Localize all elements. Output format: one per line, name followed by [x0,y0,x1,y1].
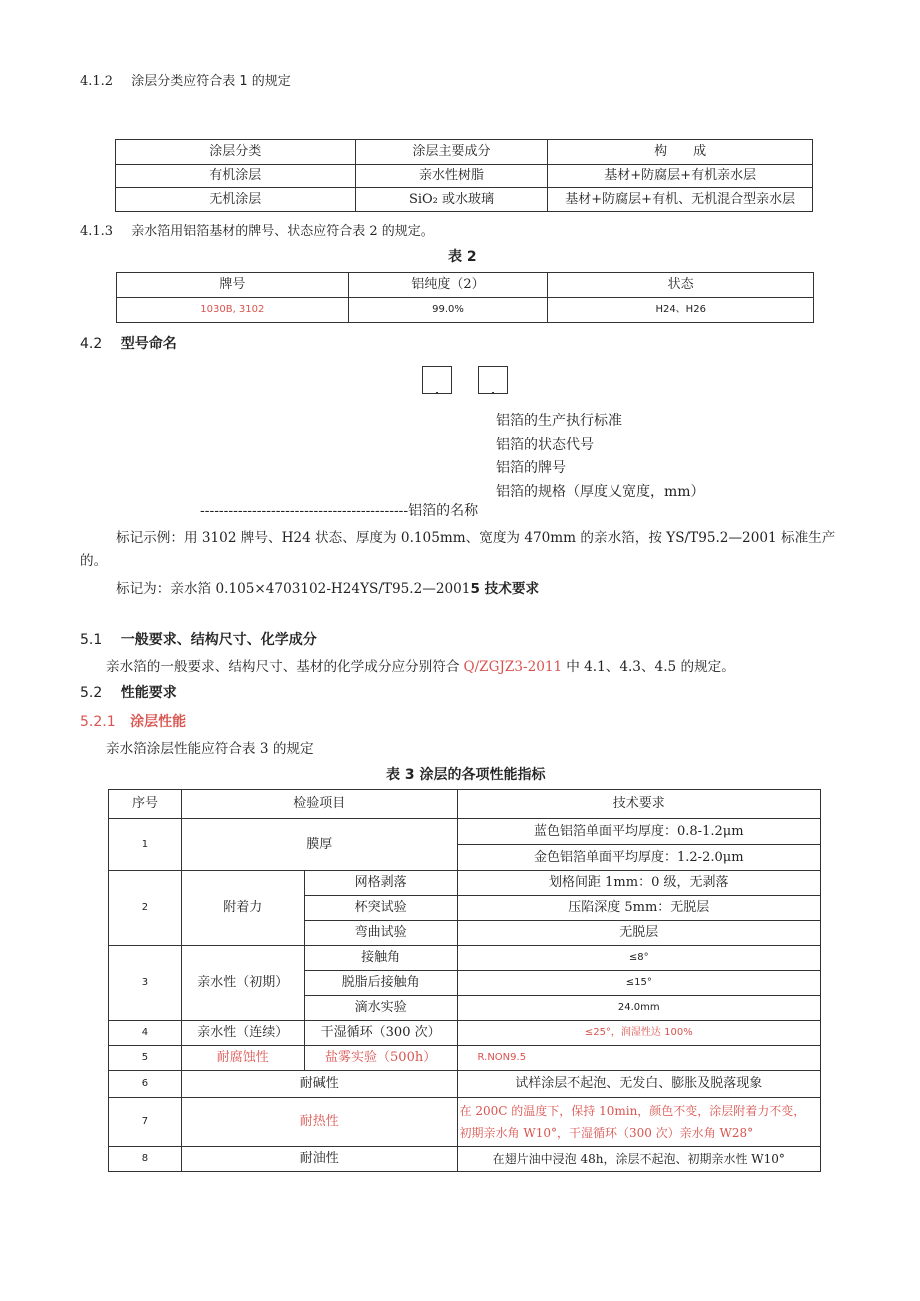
table-row [109,1046,821,1071]
requirement-line: 初期亲水角 W10°，干湿循环（300 次）亲水角 W28° [459,1126,754,1140]
naming-legend [496,410,705,504]
table-header-cell: 构 成 [548,140,813,165]
section-number: 5.1 [80,632,103,648]
section-5-2-1 [80,711,186,731]
table-header-cell: 涂层主要成分 [355,140,548,165]
table-2-title: 表 2 [448,249,477,265]
naming-item: 铝箔的名称 [408,503,479,519]
sub-item: 杯突试验 [304,896,457,921]
table-header-cell: 铝纯度（2） [348,273,548,298]
sub-item: 弯曲试验 [304,921,457,946]
naming-item: 铝箔的生产执行标准 [496,413,622,429]
requirement: 试样涂层不起泡、无发白、膨胀及脱落现象 [457,1071,820,1098]
section-number: 4.1.2 [80,74,114,89]
table-row [109,1098,821,1147]
table-header-cell: 涂层分类 [116,140,356,165]
table-row [116,165,813,188]
table-cell: 99.0% [348,298,548,323]
row-number: 1 [109,819,182,871]
row-number: 6 [109,1071,182,1098]
table-cell: 无机涂层 [116,188,356,212]
test-item: 耐碱性 [181,1071,457,1098]
table-header-cell: 状态 [548,273,814,298]
row-number: 5 [109,1046,182,1071]
table-row [109,1021,821,1046]
test-item: 耐热性 [181,1098,457,1147]
table-cell: H24、H26 [548,298,814,323]
section-title: 一般要求、结构尺寸、化学成分 [120,632,317,648]
table-row [109,946,821,971]
sub-item: 脱脂后接触角 [304,971,457,996]
section-text: 亲水箔涂层性能应符合表 3 的规定 [106,741,314,757]
section-number: 5.2 [80,685,103,701]
table-1 [115,139,813,212]
section-title: 型号命名 [120,336,177,352]
test-item: 附着力 [181,871,304,946]
section-text: 亲水箔用铝箔基材的牌号、状态应符合表 2 的规定。 [131,224,434,239]
table-row [117,298,814,323]
sub-item: 干湿循环（300 次） [304,1021,457,1046]
requirement-line: 在 200C 的温度下，保持 10min，颜色不变，涂层附着力不变， [459,1104,806,1118]
table-row [116,188,813,212]
table-row [109,1071,821,1098]
table-header-row [117,273,814,298]
table-cell: SiO₂ 或水玻璃 [355,188,548,212]
test-item: 膜厚 [181,819,457,871]
requirement: 蓝色铝箔单面平均厚度：0.8-1.2μm [457,819,820,845]
requirement: 在翅片油中浸泡 48h，涂层不起泡、初期亲水性 W10° [457,1147,820,1172]
code-placeholder-box [478,366,508,394]
table-row [109,819,821,845]
requirement: 划格间距 1mm：0 级，无剥落 [457,871,820,896]
requirement: 无脱层 [457,921,820,946]
section-number: 4.1.3 [80,224,114,239]
section-title: 性能要求 [120,685,177,701]
section-5-1 [80,629,317,649]
table-cell: 有机涂层 [116,165,356,188]
requirement: ≤25°，润湿性达 100% [457,1021,820,1046]
table-2 [116,272,814,323]
table-cell: 基材+防腐层+有机亲水层 [548,165,813,188]
sub-item: 盐雾实验（500h） [304,1046,457,1071]
requirement: 金色铝箔单面平均厚度：1.2-2.0μm [457,845,820,871]
text-part: 亲水箔的一般要求、结构尺寸、基材的化学成分应分别符合 [106,659,460,675]
row-number: 4 [109,1021,182,1046]
section-4-1-3 [80,220,434,239]
requirement: ≤8° [457,946,820,971]
naming-name-line [200,500,478,520]
mark-text: 标记为：亲水箔 0.105×4703102-H24YS/T95.2—2001 [116,581,471,597]
table-header-row [116,140,813,165]
example-line: 的。 [80,553,108,569]
test-item: 亲水性（初期） [181,946,304,1021]
table-row [109,871,821,896]
dash-leader: -------------------------------------------- [200,503,409,519]
requirement: 压陷深度 5mm：无脱层 [457,896,820,921]
chapter-title: 5 技术要求 [470,581,540,597]
requirement: R.NON9.5 [457,1046,820,1071]
section-number: 4.2 [80,336,103,352]
naming-item: 铝箔的牌号 [496,460,566,476]
code-placeholder-box [422,366,452,394]
section-title: 涂层分类应符合表 1 的规定 [131,74,291,89]
sub-item: 接触角 [304,946,457,971]
table-row [109,1147,821,1172]
test-item: 耐油性 [181,1147,457,1172]
section-4-2 [80,333,177,353]
section-title: 涂层性能 [130,714,187,730]
section-5-2 [80,682,177,702]
naming-item: 铝箔的状态代号 [496,436,594,453]
sub-item: 滴水实验 [304,996,457,1021]
section-4-1-2 [80,70,291,89]
row-number: 2 [109,871,182,946]
requirement: 24.0mm [457,996,820,1021]
table-header-cell: 技术要求 [457,790,820,819]
requirement: ≤15° [457,971,820,996]
example-line: 标记示例：用 3102 牌号、H24 状态、厚度为 0.105mm、宽度为 470mm 的亲水箔，按 YS/T95.2—2001 标准生产 [116,530,836,546]
table-cell: 亲水性树脂 [355,165,548,188]
table-header-cell: 检验项目 [181,790,457,819]
row-number: 8 [109,1147,182,1172]
table-3-title: 表 3 涂层的各项性能指标 [386,767,546,783]
requirement [457,1098,820,1147]
table-cell: 基材+防腐层+有机、无机混合型亲水层 [548,188,813,212]
example-mark [116,577,539,597]
test-item: 耐腐蚀性 [181,1046,304,1071]
table-header-cell: 序号 [109,790,182,819]
sub-item: 网格剥落 [304,871,457,896]
table-cell: 1030B, 3102 [117,298,349,323]
section-text [106,655,735,675]
test-item: 亲水性（连续） [181,1021,304,1046]
row-number: 3 [109,946,182,1021]
text-part: 中 4.1、4.3、4.5 的规定。 [566,659,735,675]
table-header-cell: 牌号 [117,273,349,298]
table-3 [108,789,821,1172]
table-header-row [109,790,821,819]
row-number: 7 [109,1098,182,1147]
section-number: 5.2.1 [80,714,116,730]
naming-item: 铝箔的规格（厚度乂宽度，mm） [496,483,705,500]
standard-reference: Q/ZGJZ3-2011 [463,659,563,675]
